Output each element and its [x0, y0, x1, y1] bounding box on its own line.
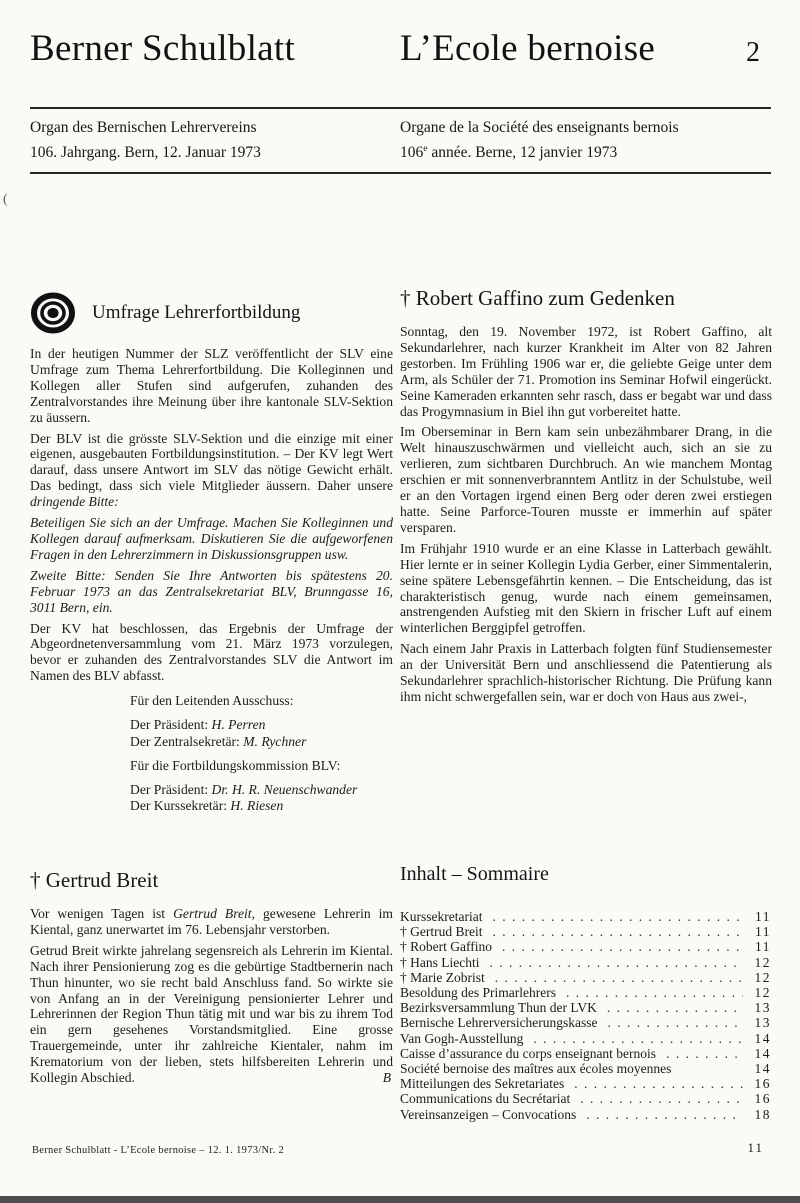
imprint-french: [400, 115, 679, 165]
toc-entry-page: 11: [755, 909, 771, 924]
footer-page-number: 11: [747, 1140, 764, 1155]
toc-entry-page: 14: [754, 1045, 771, 1061]
paragraph: Im Frühjahr 1910 wurde er an eine Klasse in Latterbach gewählt. Hier lernte er in seiner Kollegin Lydia Gerber, einer Simmentalerin, seine spätere Lebensgefährtin kennen. – Die Entscheidung, das ist charakteristisch genug, wurde nach einem gemeinsamen, anstrengenden Aufstieg mit den Skiern in frischer Luft auf einem winterlichen Berggipfel getroffen.: [400, 540, 772, 636]
toc-entry-label: † Hans Liechti: [400, 954, 480, 970]
toc-dot-leader: [608, 1015, 743, 1030]
toc-entry-label: Bernische Lehrerversicherungskasse: [400, 1015, 598, 1031]
toc-dot-leader: [666, 1046, 743, 1061]
imprint-french-line2-rest: année. Berne, 12 janvier 1973: [427, 144, 618, 161]
toc-entry: [400, 985, 771, 1000]
imprint-french-line2: [400, 140, 679, 165]
toc-entry: [400, 909, 771, 924]
paragraph: [30, 943, 393, 1086]
toc-entry-page: 13: [754, 1015, 771, 1031]
article-robert-gaffino: [400, 286, 772, 705]
toc-entry: [400, 955, 771, 970]
toc-dot-leader: [495, 970, 743, 985]
toc-entry-page: 16: [754, 1076, 771, 1092]
toc-entry-page: 12: [754, 954, 771, 970]
imprint-german: [30, 115, 261, 165]
toc-entry: [400, 970, 771, 985]
footer-imprint: Berner Schulblatt - L’Ecole bernoise – 12. 1. 1973/Nr. 2: [32, 1145, 285, 1156]
paragraph: Im Oberseminar in Bern kam sein unbezähmbarer Drang, in die Welt hinauszuschwärmen und vielleicht auch, sich an sie zu verlieren, zum sichtbaren Durchbruch. An wie manchem Montag erschien er mit sonnenverbranntem Antlitz in der Schulstube, weil er an den Vortagen irgend einen Berg oder deren zwei erstiegen hatte. Seine Parforce-Touren musste er immerhin auf später versparen.: [400, 424, 772, 535]
toc-entry: [400, 1031, 771, 1046]
paragraph-text: Getrud Breit wirkte jahrelang segensreich als Lehrerin im Kiental. Nach ihrer Pensionierung zog es die gebürtige Stadtbernerin nach Thun hinunter, wo sie recht bald Anschluss fand. So wirkte sie von Anfang an in der Vereinigung pensionierter Lehrer und Lehrerinnen der Region Thun tätig mit und war bis zu ihrem Tod ein gern gesehenes Vorstandsmitglied. Eine grosse Trauergemeinde, unter ihr zahlreiche Kientaler, nahm im Krematorium von der lieben, stets hilfsbereiten Lehrerin und Kollegin Abschied.: [30, 942, 393, 1086]
toc-entry-page: 14: [754, 1061, 771, 1077]
masthead-title-french: L’Ecole bernoise: [400, 28, 656, 69]
article-gertrud-breit: [30, 868, 393, 1086]
toc-entry: [400, 939, 771, 954]
toc-title: Inhalt – Sommaire: [400, 863, 549, 885]
paragraph: Zweite Bitte: Senden Sie Ihre Antworten bis spätestens 20. Februar 1973 an das Zentralsekretariat BLV, Brunngasse 16, 3011 Bern, ein.: [30, 567, 393, 615]
paragraph: Vor wenigen Tagen ist Gertrud Breit, gewesene Lehrerin im Kiental, ganz unerwartet im 76. Lebensjahr verstorben.: [30, 906, 393, 937]
author-initial: B: [382, 1070, 391, 1086]
signature-line: Für die Fortbildungskommission BLV:: [130, 757, 341, 773]
scan-artifact-mark: (: [3, 192, 8, 207]
article-umfrage-header: [30, 292, 393, 334]
signature-line: Der Zentralsekretär: M. Rychner: [130, 733, 307, 749]
toc-entry-page: 11: [755, 939, 771, 955]
toc-entry-label: Vereinsanzeigen – Convocations: [400, 1106, 577, 1122]
volume-number: 106: [400, 144, 424, 161]
imprint-german-line1: Organ des Bernischen Lehrervereins: [30, 119, 257, 136]
toc-dot-leader: [580, 1091, 743, 1106]
paragraph: Nach einem Jahr Praxis in Latterbach folgten fünf Studiensemester an der Universität Bern und anschliessend die Patentierung als Sekundarlehrer sprachlich-historischer Richtung. Die Prüfung kann ihm nicht schwergefallen sein, war er doch von Haus aus zwei-,: [400, 641, 772, 704]
toc-entry-label: Besoldung des Primarlehrers: [400, 985, 556, 1001]
toc-entry: [400, 1015, 771, 1030]
signature-block: [130, 693, 393, 814]
toc-dot-leader: [566, 985, 743, 1000]
toc-entry-label: Caisse d’assurance du corps enseignant bernois: [400, 1045, 657, 1061]
toc-entry-page: 12: [754, 969, 771, 985]
toc-dot-leader: [492, 909, 743, 924]
table-of-contents: [400, 863, 771, 1122]
bullseye-logo-icon: [30, 292, 76, 334]
signature-line: Der Präsident: Dr. H. R. Neuenschwander: [130, 781, 358, 797]
toc-entry-page: 13: [754, 1000, 771, 1016]
toc-entry: [400, 1076, 771, 1091]
toc-entry-page: 12: [754, 985, 771, 1001]
toc-entry-page: 18: [754, 1106, 771, 1122]
toc-dot-leader: [607, 1000, 743, 1015]
signature-line: Für den Leitenden Ausschuss:: [130, 693, 294, 709]
issue-number: 2: [746, 37, 760, 68]
masthead-title-german: Berner Schulblatt: [30, 28, 296, 69]
toc-entry-label: Communications du Secrétariat: [400, 1091, 571, 1107]
toc-entry-label: Mitteilungen des Sekretariates: [400, 1076, 565, 1092]
toc-entry: [400, 1046, 771, 1061]
toc-dot-leader: [489, 955, 743, 970]
superscript-e: e: [423, 143, 428, 154]
toc-dot-leader: [502, 939, 743, 954]
toc-entry-label: Van Gogh-Ausstellung: [400, 1030, 524, 1046]
toc-entry-label: † Gertrud Breit: [400, 924, 483, 940]
toc-entry: [400, 1107, 771, 1122]
toc-entry-label: † Robert Gaffino: [400, 939, 492, 955]
toc-entry-label: Bezirksversammlung Thun der LVK: [400, 1000, 597, 1016]
imprint-french-line1: Organe de la Société des enseignants bernois: [400, 119, 679, 136]
paragraph: In der heutigen Nummer der SLZ veröffentlicht der SLV eine Umfrage zum Thema Lehrerfortbildung. Die Kolleginnen und Kollegen aller Stufen sind aufgerufen, zuhanden des Zentralvorstandes ihre Meinung über ihre kantonale SLV-Sektion zu äussern.: [30, 346, 393, 425]
paragraph: Sonntag, den 19. November 1972, ist Robert Gaffino, alt Sekundarlehrer, nach kurzer Krankheit im Alter von 82 Jahren gestorben. Im Frühling 1906 war er, die geliebte Geige unter dem Arm, als Schüler der 71. Promotion ins Seminar Hofwil eingerückt. Seine Kameraden erkannten sehr rasch, dass er begabt war und dass das Progymnasium in Biel ihn gut vorbereitet hatte.: [400, 324, 772, 419]
imprint-german-line2: 106. Jahrgang. Bern, 12. Januar 1973: [30, 144, 261, 161]
signature-line: Der Präsident: H. Perren: [130, 717, 266, 733]
masthead-rule-top: [30, 107, 771, 109]
toc-entry-label: Kurssekretariat: [400, 909, 483, 924]
toc-entry-page: 14: [754, 1030, 771, 1046]
toc-entry-label: Société bernoise des maîtres aux écoles moyennes: [400, 1061, 672, 1077]
paragraph: Beteiligen Sie sich an der Umfrage. Machen Sie Kolleginnen und Kollegen darauf aufmerksam. Diskutieren Sie die aufgeworfenen Fragen in den Lehrerzimmern in Diskussionsgruppen usw.: [30, 515, 393, 562]
bottom-scan-bar: [0, 1196, 800, 1203]
article-umfrage-title: Umfrage Lehrerfortbildung: [92, 302, 301, 323]
toc-entry-label: † Marie Zobrist: [400, 969, 485, 985]
paragraph: Der BLV ist die grösste SLV-Sektion und die einzige mit einer eigenen, ausgebauten Fortbildungsinstitution. – Der KV legt Wert darauf, dass unsere Antwort im SLV das nötige Gewicht erhält. Das bedingt, dass sich viele Mitglieder äussern. Daher unsere dringende Bitte:: [30, 430, 393, 510]
paragraph: Der KV hat beschlossen, das Ergebnis der Umfrage der Abgeordnetenversammlung vom 21. März 1973 vorzulegen, bevor er zuhanden des Zentralvorstandes SLV die Antwort im Namen des BLV abfasst.: [30, 620, 393, 684]
article-breit-title: † Gertrud Breit: [30, 868, 159, 892]
toc-dot-leader: [492, 924, 743, 939]
toc-entry: [400, 1061, 771, 1076]
toc-dot-leader: [586, 1107, 743, 1122]
toc-entry: [400, 1000, 771, 1015]
toc-entry: [400, 1091, 771, 1106]
signature-line: Der Kurssekretär: H. Riesen: [130, 798, 284, 814]
toc-dot-leader: [574, 1076, 743, 1091]
toc-entry: [400, 924, 771, 939]
article-umfrage-lehrerfortbildung: [30, 292, 393, 814]
toc-dot-leader: [533, 1031, 743, 1046]
toc-entry-page: 11: [755, 924, 771, 940]
masthead-rule-bottom: [30, 172, 771, 174]
article-gaffino-title: † Robert Gaffino zum Gedenken: [400, 286, 675, 310]
toc-entry-page: 16: [754, 1091, 771, 1107]
